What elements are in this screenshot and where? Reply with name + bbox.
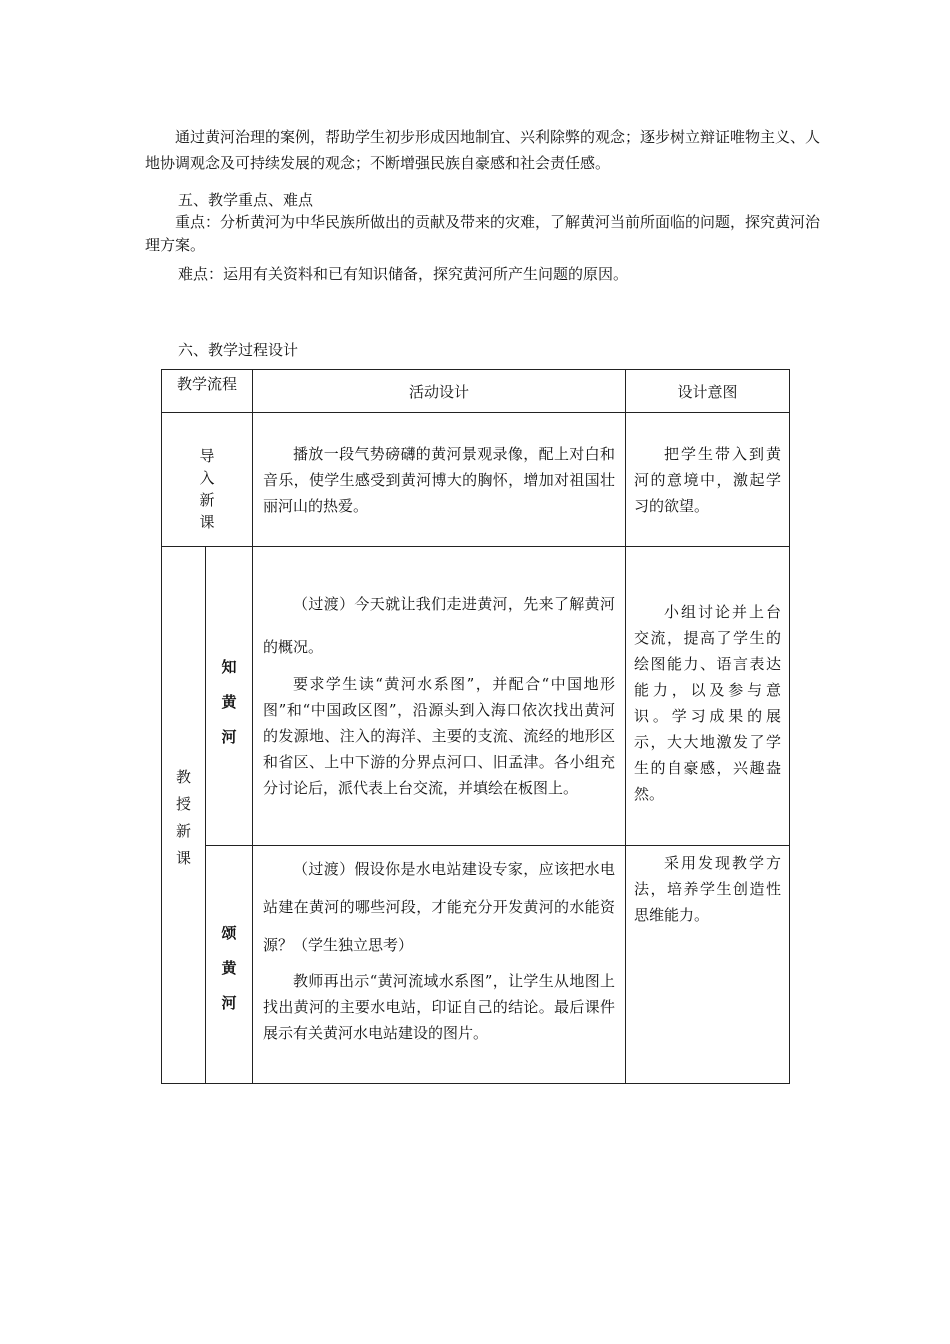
- stage-cell: [162, 413, 253, 547]
- intent-text: 小组讨论并上台交流，提高了学生的绘图能力、语言表达能力，以及参与意识。学习成果的展示，大大地激发了学生的自豪感，兴趣盎然。: [634, 603, 782, 803]
- teaching-process-table: [161, 369, 790, 1084]
- difficult-point-paragraph: 难点：运用有关资料和已有知识储备，探究黄河所产生问题的原因。: [178, 265, 629, 283]
- sub-stage-cell: [206, 547, 253, 846]
- activity-text-transition: （过渡）今天就让我们走进黄河，先来了解黄河的概况。: [263, 595, 616, 656]
- activity-cell: [253, 413, 626, 547]
- activity-text-transition: （过渡）假设你是水电站建设专家，应该把水电站建在黄河的哪些河段，才能充分开发黄河的水能资源？（学生独立思考）: [263, 860, 616, 954]
- intro-paragraph: 通过黄河治理的案例，帮助学生初步形成因地制宜、兴利除弊的观念；逐步树立辩证唯物主义、人地协调观念及可持续发展的观念；不断增强民族自豪感和社会责任感。: [145, 128, 821, 172]
- main-stage-label: 教授新课: [175, 768, 191, 867]
- intent-cell: [626, 846, 790, 1084]
- intent-cell: [626, 547, 790, 846]
- sub-stage-cell: [206, 846, 253, 1084]
- intent-text: 把学生带入到黄河的意境中，激起学习的欲望。: [634, 445, 782, 515]
- sub-stage-label: 颂黄河: [221, 924, 237, 1012]
- main-stage-cell: [162, 547, 206, 1084]
- sub-stage-label: 知黄河: [221, 658, 237, 746]
- header-process: 教学流程: [162, 370, 253, 413]
- table-row: [162, 413, 790, 547]
- activity-text-task: 要求学生读“黄河水系图”，并配合“中国地形图”和“中国政区图”，沿源头到入海口依次找出黄河的发源地、注入的海洋、主要的支流、流经的地形区和省区、上中下游的分界点河口、旧孟津。各小组充分讨论后，派代表上台交流，并填绘在板图上。: [263, 675, 616, 797]
- activity-cell: [253, 547, 626, 846]
- table-header-row: [162, 370, 790, 413]
- table-row: [162, 547, 790, 846]
- activity-cell: [253, 846, 626, 1084]
- stage-label: 导入新课: [199, 447, 215, 531]
- activity-text: 播放一段气势磅礴的黄河景观录像，配上对白和音乐，使学生感受到黄河博大的胸怀，增加对祖国壮丽河山的热爱。: [263, 445, 616, 515]
- table-row: [162, 846, 790, 1084]
- section-5-title: 五、教学重点、难点: [178, 191, 314, 209]
- intent-cell: [626, 413, 790, 547]
- header-intent: 设计意图: [626, 370, 790, 413]
- header-activity: 活动设计: [253, 370, 626, 413]
- activity-text-task: 教师再出示“黄河流域水系图”，让学生从地图上找出黄河的主要水电站，印证自己的结论。最后课件展示有关黄河水电站建设的图片。: [263, 972, 616, 1042]
- section-6-title: 六、教学过程设计: [178, 341, 299, 359]
- key-point-paragraph: 重点：分析黄河为中华民族所做出的贡献及带来的灾难，了解黄河当前所面临的问题，探究黄河治理方案。: [145, 213, 821, 254]
- intent-text: 采用发现教学方法，培养学生创造性思维能力。: [634, 854, 782, 924]
